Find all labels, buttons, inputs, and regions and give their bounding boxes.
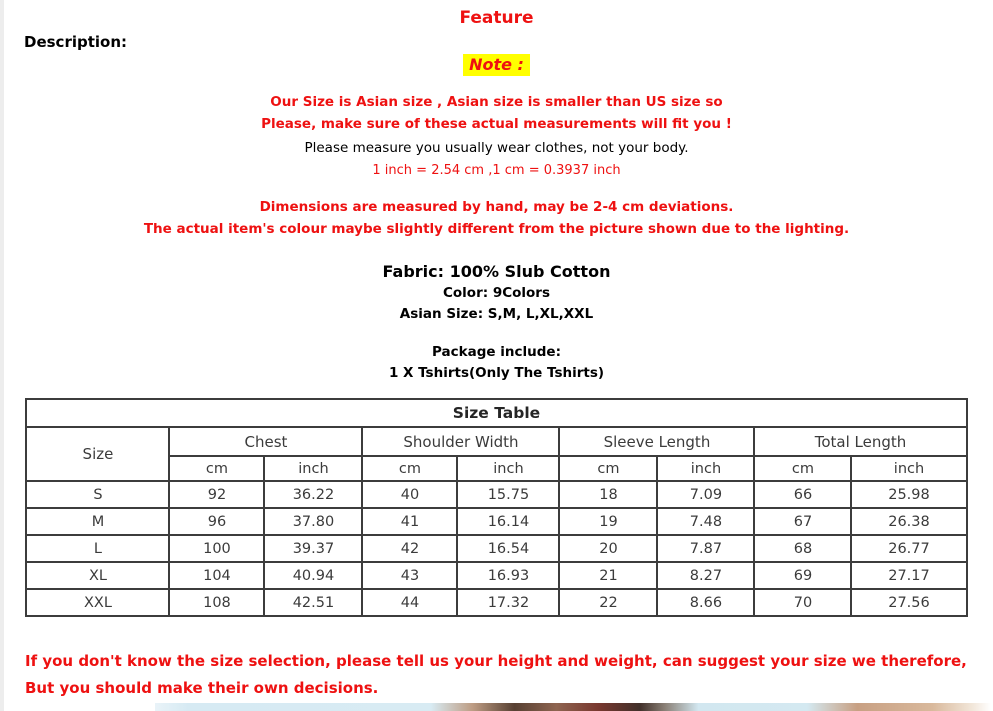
color-info: Color: 9Colors xyxy=(442,285,550,301)
cell-size: XXL xyxy=(26,589,169,616)
cell-total-inch: 26.77 xyxy=(851,535,966,562)
size-table-group-header-row xyxy=(26,427,966,456)
cell-sleeve-cm: 21 xyxy=(559,562,657,589)
package-label: Package include: xyxy=(432,344,561,360)
table-row-s xyxy=(26,481,966,508)
cell-total-cm: 69 xyxy=(754,562,851,589)
cell-sleeve-cm: 19 xyxy=(559,508,657,535)
column-header-shoulder-width: Shoulder Width xyxy=(362,427,559,456)
cell-sleeve-cm: 18 xyxy=(559,481,657,508)
cell-sleeve-cm: 20 xyxy=(559,535,657,562)
cell-shoulder-inch: 17.32 xyxy=(457,589,559,616)
cell-chest-inch: 36.22 xyxy=(264,481,362,508)
note-label: Note : xyxy=(463,54,530,76)
cell-size: S xyxy=(26,481,169,508)
cell-total-inch: 27.17 xyxy=(851,562,966,589)
cell-total-cm: 68 xyxy=(754,535,851,562)
cell-chest-inch: 37.80 xyxy=(264,508,362,535)
package-info xyxy=(0,342,993,384)
cell-total-cm: 70 xyxy=(754,589,851,616)
cell-sleeve-cm: 22 xyxy=(559,589,657,616)
cell-size: M xyxy=(26,508,169,535)
unit-chest-cm: cm xyxy=(169,456,264,481)
cell-chest-cm: 104 xyxy=(169,562,264,589)
cell-chest-cm: 92 xyxy=(169,481,264,508)
table-row-xl xyxy=(26,562,966,589)
column-header-chest: Chest xyxy=(169,427,362,456)
unit-shoulder-cm: cm xyxy=(362,456,457,481)
cell-total-cm: 66 xyxy=(754,481,851,508)
deviation-warning-line2: The actual item's colour maybe slightly different from the picture shown due to the lighting. xyxy=(143,220,850,237)
unit-total-cm: cm xyxy=(754,456,851,481)
cell-chest-cm: 96 xyxy=(169,508,264,535)
table-row-xxl xyxy=(26,589,966,616)
unit-total-inch: inch xyxy=(851,456,966,481)
cell-total-inch: 25.98 xyxy=(851,481,966,508)
cell-sleeve-inch: 8.27 xyxy=(657,562,754,589)
cell-chest-cm: 100 xyxy=(169,535,264,562)
fabric-info: Fabric: 100% Slub Cotton xyxy=(382,262,611,281)
product-photo-strip xyxy=(155,703,991,711)
unit-sleeve-inch: inch xyxy=(657,456,754,481)
cell-shoulder-inch: 16.93 xyxy=(457,562,559,589)
page-left-edge xyxy=(0,0,4,711)
asian-size-info: Asian Size: S,M, L,XL,XXL xyxy=(399,306,594,322)
package-contents: 1 X Tshirts(Only The Tshirts) xyxy=(388,365,605,381)
cell-shoulder-cm: 42 xyxy=(362,535,457,562)
unit-conversion: 1 inch = 2.54 cm ,1 cm = 0.3937 inch xyxy=(372,163,621,178)
deviation-warning xyxy=(0,197,993,240)
cell-chest-inch: 39.37 xyxy=(264,535,362,562)
note-row xyxy=(0,54,993,76)
cell-shoulder-inch: 15.75 xyxy=(457,481,559,508)
size-help-note xyxy=(25,648,993,702)
cell-chest-cm: 108 xyxy=(169,589,264,616)
cell-shoulder-cm: 41 xyxy=(362,508,457,535)
cell-chest-inch: 42.51 xyxy=(264,589,362,616)
cell-total-inch: 27.56 xyxy=(851,589,966,616)
cell-total-inch: 26.38 xyxy=(851,508,966,535)
asian-size-warning-line1: Our Size is Asian size , Asian size is smaller than US size so xyxy=(270,94,723,110)
table-row-l xyxy=(26,535,966,562)
cell-shoulder-inch: 16.54 xyxy=(457,535,559,562)
cell-total-cm: 67 xyxy=(754,508,851,535)
cell-sleeve-inch: 7.87 xyxy=(657,535,754,562)
size-help-line2: But you should make their own decisions. xyxy=(25,679,379,697)
size-table xyxy=(25,398,967,617)
cell-sleeve-inch: 7.48 xyxy=(657,508,754,535)
cell-chest-inch: 40.94 xyxy=(264,562,362,589)
unit-sleeve-cm: cm xyxy=(559,456,657,481)
measure-advice: Please measure you usually wear clothes, not your body. xyxy=(304,140,689,156)
deviation-warning-line1: Dimensions are measured by hand, may be 2-4 cm deviations. xyxy=(259,199,734,215)
cell-shoulder-cm: 43 xyxy=(362,562,457,589)
cell-size: XL xyxy=(26,562,169,589)
feature-title: Feature xyxy=(459,8,534,28)
size-table-title-row xyxy=(26,399,966,427)
cell-sleeve-inch: 8.66 xyxy=(657,589,754,616)
asian-size-warning xyxy=(0,92,993,135)
table-row-m xyxy=(26,508,966,535)
unit-chest-inch: inch xyxy=(264,456,362,481)
column-header-sleeve-length: Sleeve Length xyxy=(559,427,754,456)
size-help-line1: If you don't know the size selection, please tell us your height and weight, can suggest your size we therefore, xyxy=(25,652,967,670)
cell-sleeve-inch: 7.09 xyxy=(657,481,754,508)
column-header-size: Size xyxy=(26,427,169,481)
description-label: Description: xyxy=(24,33,128,51)
product-info xyxy=(0,261,993,325)
size-table-title: Size Table xyxy=(26,399,966,427)
unit-shoulder-inch: inch xyxy=(457,456,559,481)
cell-shoulder-inch: 16.14 xyxy=(457,508,559,535)
column-header-total-length: Total Length xyxy=(754,427,966,456)
asian-size-warning-line2: Please, make sure of these actual measurements will fit you ! xyxy=(261,115,732,132)
cell-shoulder-cm: 40 xyxy=(362,481,457,508)
cell-shoulder-cm: 44 xyxy=(362,589,457,616)
cell-size: L xyxy=(26,535,169,562)
